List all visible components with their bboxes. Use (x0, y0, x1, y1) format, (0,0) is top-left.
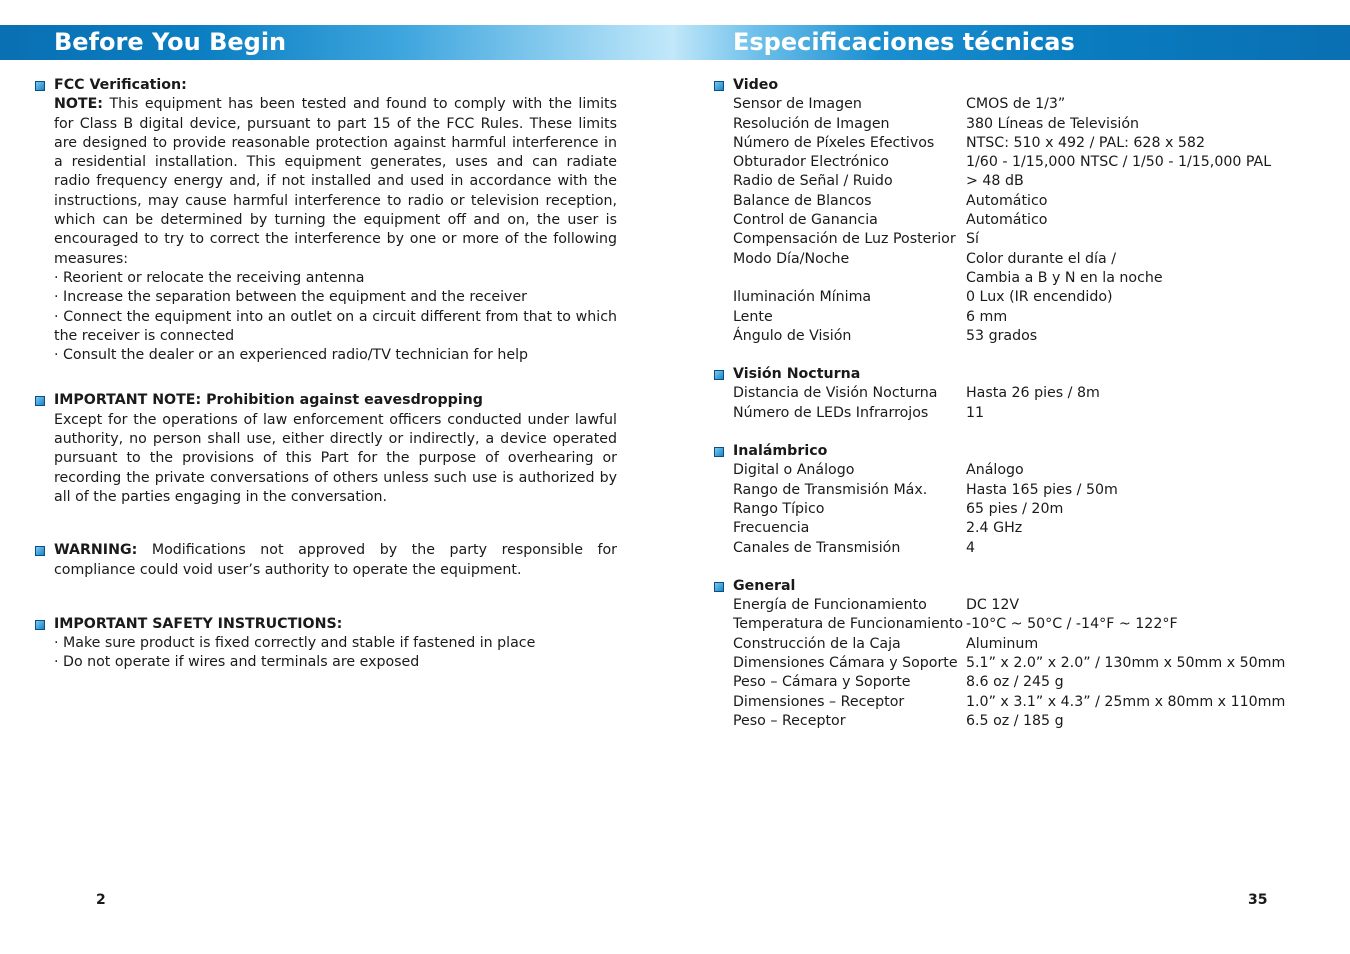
spec-section-heading: Video (733, 77, 779, 93)
spec-section (733, 442, 1333, 558)
spec-label: Resolución de Imagen (733, 115, 890, 132)
warning-section (54, 541, 617, 580)
spec-label: Número de Píxeles Efectivos (733, 134, 935, 151)
spec-label (733, 269, 966, 288)
square-bullet-icon (714, 370, 724, 380)
left-content (54, 76, 617, 673)
fcc-measure-1: · Reorient or relocate the receiving antenna (54, 269, 365, 286)
right-page-number: 35 (1248, 892, 1268, 908)
spec-row (733, 153, 1333, 172)
square-bullet-icon (35, 81, 45, 91)
spec-label: Dimensiones – Receptor (733, 693, 905, 710)
warning-label: WARNING: (54, 542, 138, 559)
spec-label: Modo Día/Noche (733, 250, 850, 267)
spec-value: 6 mm (966, 308, 1008, 325)
spec-label: Obturador Electrónico (733, 154, 889, 171)
spec-label: Canales de Transmisión (733, 539, 901, 556)
spec-label: Peso – Receptor (733, 712, 846, 729)
square-bullet-icon (35, 396, 45, 406)
eavesdropping-heading: IMPORTANT NOTE: Prohibition against eavesdropping (54, 392, 483, 409)
spec-label: Lente (733, 308, 773, 325)
spec-label: Peso – Cámara y Soporte (733, 674, 911, 691)
spec-value: Hasta 26 pies / 8m (966, 385, 1100, 402)
square-bullet-icon (35, 546, 45, 556)
spec-value: Aluminum (966, 635, 1039, 652)
spec-section-heading: Inalámbrico (733, 443, 828, 460)
spec-section (733, 365, 1333, 423)
square-bullet-icon (35, 620, 45, 630)
eavesdropping-section (54, 391, 617, 507)
spec-value: Sí (966, 231, 979, 248)
spec-value: 1.0” x 3.1” x 4.3” / 25mm x 80mm x 110mm (966, 693, 1286, 710)
spec-section (733, 577, 1333, 731)
spec-value: Cambia a B y N en la noche (966, 269, 1163, 286)
spec-section-heading: Visión Nocturna (733, 366, 861, 383)
spec-row (733, 596, 1333, 615)
spec-value: 1/60 - 1/15,000 NTSC / 1/50 - 1/15,000 PAL (966, 154, 1272, 171)
spec-value: 2.4 GHz (966, 520, 1023, 537)
square-bullet-icon (714, 447, 724, 457)
spec-value: DC 12V (966, 597, 1020, 614)
spec-row (733, 712, 1333, 731)
fcc-note (54, 95, 617, 269)
spec-row (733, 693, 1333, 712)
spec-content (733, 76, 1333, 731)
square-bullet-icon (714, 582, 724, 592)
spec-row (733, 95, 1333, 114)
eavesdropping-text: Except for the operations of law enforcement officers conducted under lawful authority, no person shall use, either directly or indirectly, a device operated pursuant to the provisions of this Part for the purpose of overhearing or recording the private conversations of others unless such use is authorized by all of the parties engaging in the conversation. (54, 411, 617, 505)
spec-row (733, 384, 1333, 403)
spec-section-heading: General (733, 577, 796, 594)
spec-row (733, 308, 1333, 327)
spec-row (733, 654, 1333, 673)
spec-row (733, 192, 1333, 211)
spec-label: Temperatura de Funcionamiento (733, 616, 964, 633)
spec-row (733, 230, 1333, 249)
spec-row (733, 461, 1333, 480)
spec-label: Compensación de Luz Posterior (733, 231, 956, 248)
spec-label: Ángulo de Visión (733, 327, 852, 344)
spec-row (733, 615, 1333, 634)
spec-row (733, 404, 1333, 423)
spec-row (733, 673, 1333, 692)
spec-label: Iluminación Mínima (733, 289, 872, 306)
spec-value: NTSC: 510 x 492 / PAL: 628 x 582 (966, 134, 1205, 151)
spec-value: Color durante el día / (966, 250, 1116, 267)
spec-value: 380 Líneas de Televisión (966, 115, 1139, 132)
spec-value: 4 (966, 539, 976, 556)
spec-value: 5.1” x 2.0” x 2.0” / 130mm x 50mm x 50mm (966, 655, 1286, 672)
left-title-banner (0, 25, 675, 60)
fcc-heading: FCC Verification: (54, 77, 187, 93)
spec-row (733, 327, 1333, 346)
note-text: This equipment has been tested and found to comply with the limits for Class B digital device, pursuant to part 15 of the FCC Rules. These limits are designed to provide reasonable protection against harmful interference in a residential installation. This equipment generates, uses and can radiate radio frequency energy and, if not installed and used in accordance with the instructions, may cause harmful interference to radio or television reception, which can be determined by turning the equipment off and on, the user is encouraged to try to correct the interference by one or more of the following measures: (54, 96, 617, 267)
warning-body: Modifications not approved by the party responsible for compliance could void user’s authority to operate the equipment. (54, 542, 617, 578)
spec-value: 11 (966, 404, 985, 421)
spec-row (733, 115, 1333, 134)
spec-label: Número de LEDs Infrarrojos (733, 404, 929, 421)
square-bullet-icon (714, 81, 724, 91)
fcc-measure-3: · Connect the equipment into an outlet on a circuit different from that to which the receiver is connected (54, 308, 617, 344)
safety-item-1: · Make sure product is fixed correctly and stable if fastened in place (54, 635, 536, 652)
spec-row (733, 134, 1333, 153)
spec-value: Análogo (966, 462, 1024, 479)
spec-label: Sensor de Imagen (733, 96, 862, 113)
spec-label: Control de Ganancia (733, 212, 878, 229)
spec-label: Energía de Funcionamiento (733, 597, 927, 614)
spec-value: 6.5 oz / 185 g (966, 712, 1064, 729)
spec-row (733, 250, 1333, 269)
spec-row (733, 519, 1333, 538)
spec-row (733, 211, 1333, 230)
spec-row (733, 269, 1333, 288)
note-label: NOTE: (54, 96, 103, 113)
spec-value: 0 Lux (IR encendido) (966, 289, 1113, 306)
spec-label: Rango Típico (733, 500, 825, 517)
spec-value: Hasta 165 pies / 50m (966, 481, 1118, 498)
left-page-number: 2 (96, 892, 106, 908)
spec-row (733, 635, 1333, 654)
spec-label: Radio de Señal / Ruido (733, 173, 893, 190)
fcc-measure-4: · Consult the dealer or an experienced radio/TV technician for help (54, 347, 529, 364)
right-page-title: Especificaciones técnicas (733, 28, 1075, 56)
spec-value: Automático (966, 192, 1048, 209)
spec-label: Construcción de la Caja (733, 635, 901, 652)
right-page (675, 0, 1350, 954)
spec-value: -10°C ~ 50°C / -14°F ~ 122°F (966, 616, 1178, 633)
spec-row (733, 288, 1333, 307)
spec-label: Balance de Blancos (733, 192, 872, 209)
spec-value: > 48 dB (966, 173, 1024, 190)
warning-text (54, 541, 617, 580)
safety-section (54, 615, 617, 673)
spec-value: 8.6 oz / 245 g (966, 674, 1064, 691)
fcc-measure-2: · Increase the separation between the equipment and the receiver (54, 289, 528, 306)
left-page-title: Before You Begin (54, 28, 287, 56)
spec-section (733, 76, 1333, 346)
safety-heading: IMPORTANT SAFETY INSTRUCTIONS: (54, 615, 343, 632)
spec-label: Dimensiones Cámara y Soporte (733, 655, 958, 672)
spec-label: Digital o Análogo (733, 462, 855, 479)
safety-item-2: · Do not operate if wires and terminals are exposed (54, 654, 420, 671)
spec-label: Rango de Transmisión Máx. (733, 481, 928, 498)
spec-value: CMOS de 1/3” (966, 96, 1066, 113)
spec-value: 53 grados (966, 327, 1038, 344)
spec-row (733, 539, 1333, 558)
spec-value: 65 pies / 20m (966, 500, 1064, 517)
spec-value: Automático (966, 212, 1048, 229)
fcc-verification-section (54, 76, 617, 365)
spec-label: Distancia de Visión Nocturna (733, 385, 938, 402)
right-title-banner (675, 25, 1350, 60)
spec-label: Frecuencia (733, 520, 810, 537)
spec-row (733, 481, 1333, 500)
spec-row (733, 172, 1333, 191)
spec-row (733, 500, 1333, 519)
